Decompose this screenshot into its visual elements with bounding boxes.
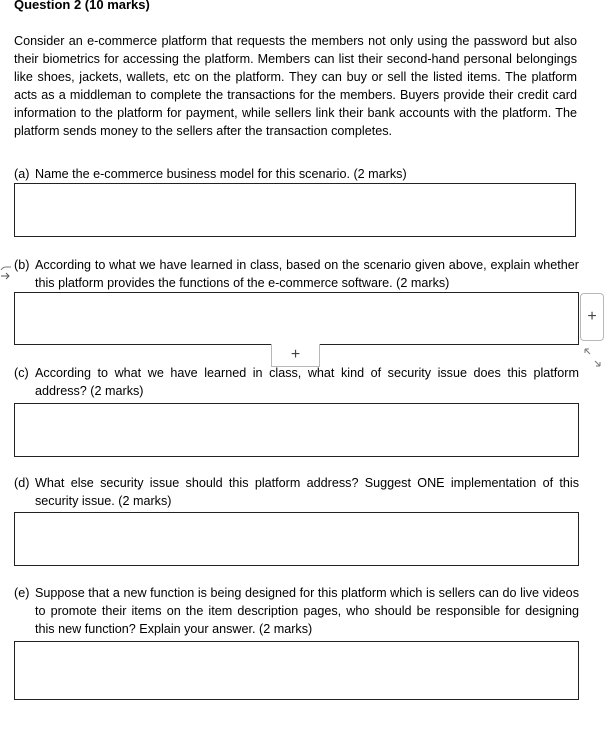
scenario-paragraph: Consider an e-commerce platform that requests the members not only using the password but also their biometrics for accessing the platform. Members can list their second-hand personal belongings like shoes, jackets, wallets, etc on the platform. They can buy or sell the listed items. The platform acts as a middleman to complete the transactions for the members. Buyers provide their credit card information to the platform for payment, while sellers link their bank accounts with the platform. The platform sends money to the sellers after the transaction completes. [14, 34, 577, 138]
question-d [14, 474, 579, 510]
question-d-label: (d) [14, 476, 30, 490]
question-b-label: (b) [14, 258, 30, 272]
answer-box-b[interactable] [14, 292, 579, 345]
resize-table-icon[interactable] [582, 346, 604, 370]
answer-box-e[interactable] [14, 641, 579, 700]
question-b [14, 256, 579, 292]
question-c-label: (c) [14, 366, 29, 380]
question-heading: Question 2 (10 marks) [14, 0, 150, 12]
question-e [14, 584, 579, 638]
answer-box-a[interactable] [14, 183, 576, 237]
question-c-text: According to what we have learned in class, what kind of security issue does this platform address? (2 marks) [35, 366, 579, 398]
question-a [14, 165, 579, 183]
add-row-button[interactable]: + [271, 344, 320, 367]
add-column-button[interactable]: + [580, 293, 604, 341]
question-d-text: What else security issue should this platform address? Suggest ONE implementation of this security issue. (2 marks) [35, 476, 579, 508]
answer-box-c[interactable] [14, 403, 579, 457]
row-insert-icon[interactable] [0, 264, 12, 288]
question-b-text: According to what we have learned in class, based on the scenario given above, explain whether this platform provides the functions of the e-commerce software. (2 marks) [35, 258, 579, 290]
question-a-text: Name the e-commerce business model for this scenario. (2 marks) [35, 167, 407, 181]
question-e-text: Suppose that a new function is being designed for this platform which is sellers can do live videos to promote their items on the item description pages, who should be responsible for designing this new function? Explain your answer. (2 marks) [35, 586, 579, 636]
question-c [14, 364, 579, 400]
answer-box-d[interactable] [14, 512, 579, 566]
question-e-label: (e) [14, 586, 30, 600]
question-a-label: (a) [14, 167, 30, 181]
